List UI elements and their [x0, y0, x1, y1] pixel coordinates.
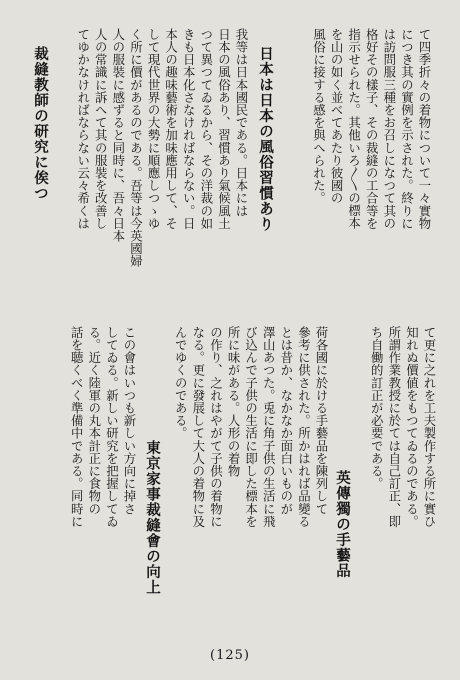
section-foreign-handicrafts-text: 荷各國に於ける手藝品を陳列して 參考に供された。所かはれば品變る とは昔か、なかなか面白いものが 澤山あつた。兎に角子供の生活に飛 び込んで子供の生活に即した標本を 所に味がある。人形の着物 の作り、之れはやがて子供の着物に なる。更に發展して大人の着物に及 んでゆくのである。	[173, 326, 329, 528]
section-tokyo-sewing-society-text: この會はいつも新しい方向に掉さ してゐる。新しい研究を把握してゐ る。近く陸軍の丸本計正に食物の 話を聴くべく準備中である。同時に	[69, 326, 137, 528]
heading-sewing-teacher-research: 裁縫教師の研究に俟つ	[32, 46, 48, 201]
heading-foreign-handicrafts: 英傳獨の手藝品	[334, 470, 350, 579]
page-number: (125)	[210, 648, 250, 663]
upper-right-paragraph: て四季折々の着物について一々實物 につき其の實例を示された。終りに は訪問服三種をお召しになつて其の 格好その樣子、その裁縫の工合等を 指示せられた。其他いろ〳〵の標本 を山の如く並べてあたり彼國の 風俗に接する感を與へられた。	[311, 28, 432, 230]
heading-japanese-customs: 日本は日本の風俗習慣あり	[257, 46, 273, 232]
section-japanese-customs-text: 我等は日本國民である。日本には 日本の風俗あり、習慣あり氣候風土 つて異つてゐるから、その洋裁の如 きも日本化さなければならない。日 本人の趣味藝術を加味應用して、そ して現代世界の大勢に順應しつゝゆ く所に價があるのである。吾等は今英國婦 人の服裝に感ずると同時に、吾々日本 人の常識に訴へて其の服裝を改善し てゆかなければならない云々希くは	[75, 28, 249, 268]
lower-right-paragraph: て更に之れを工夫製作する所に實ひ 知れぬ價値をもつてゐるのである。 所謂作業教授に於ては自己訂正、即 ち自働的訂正が必要である。	[369, 326, 437, 528]
heading-tokyo-sewing-society: 東京家事裁縫會の向上	[144, 440, 160, 595]
